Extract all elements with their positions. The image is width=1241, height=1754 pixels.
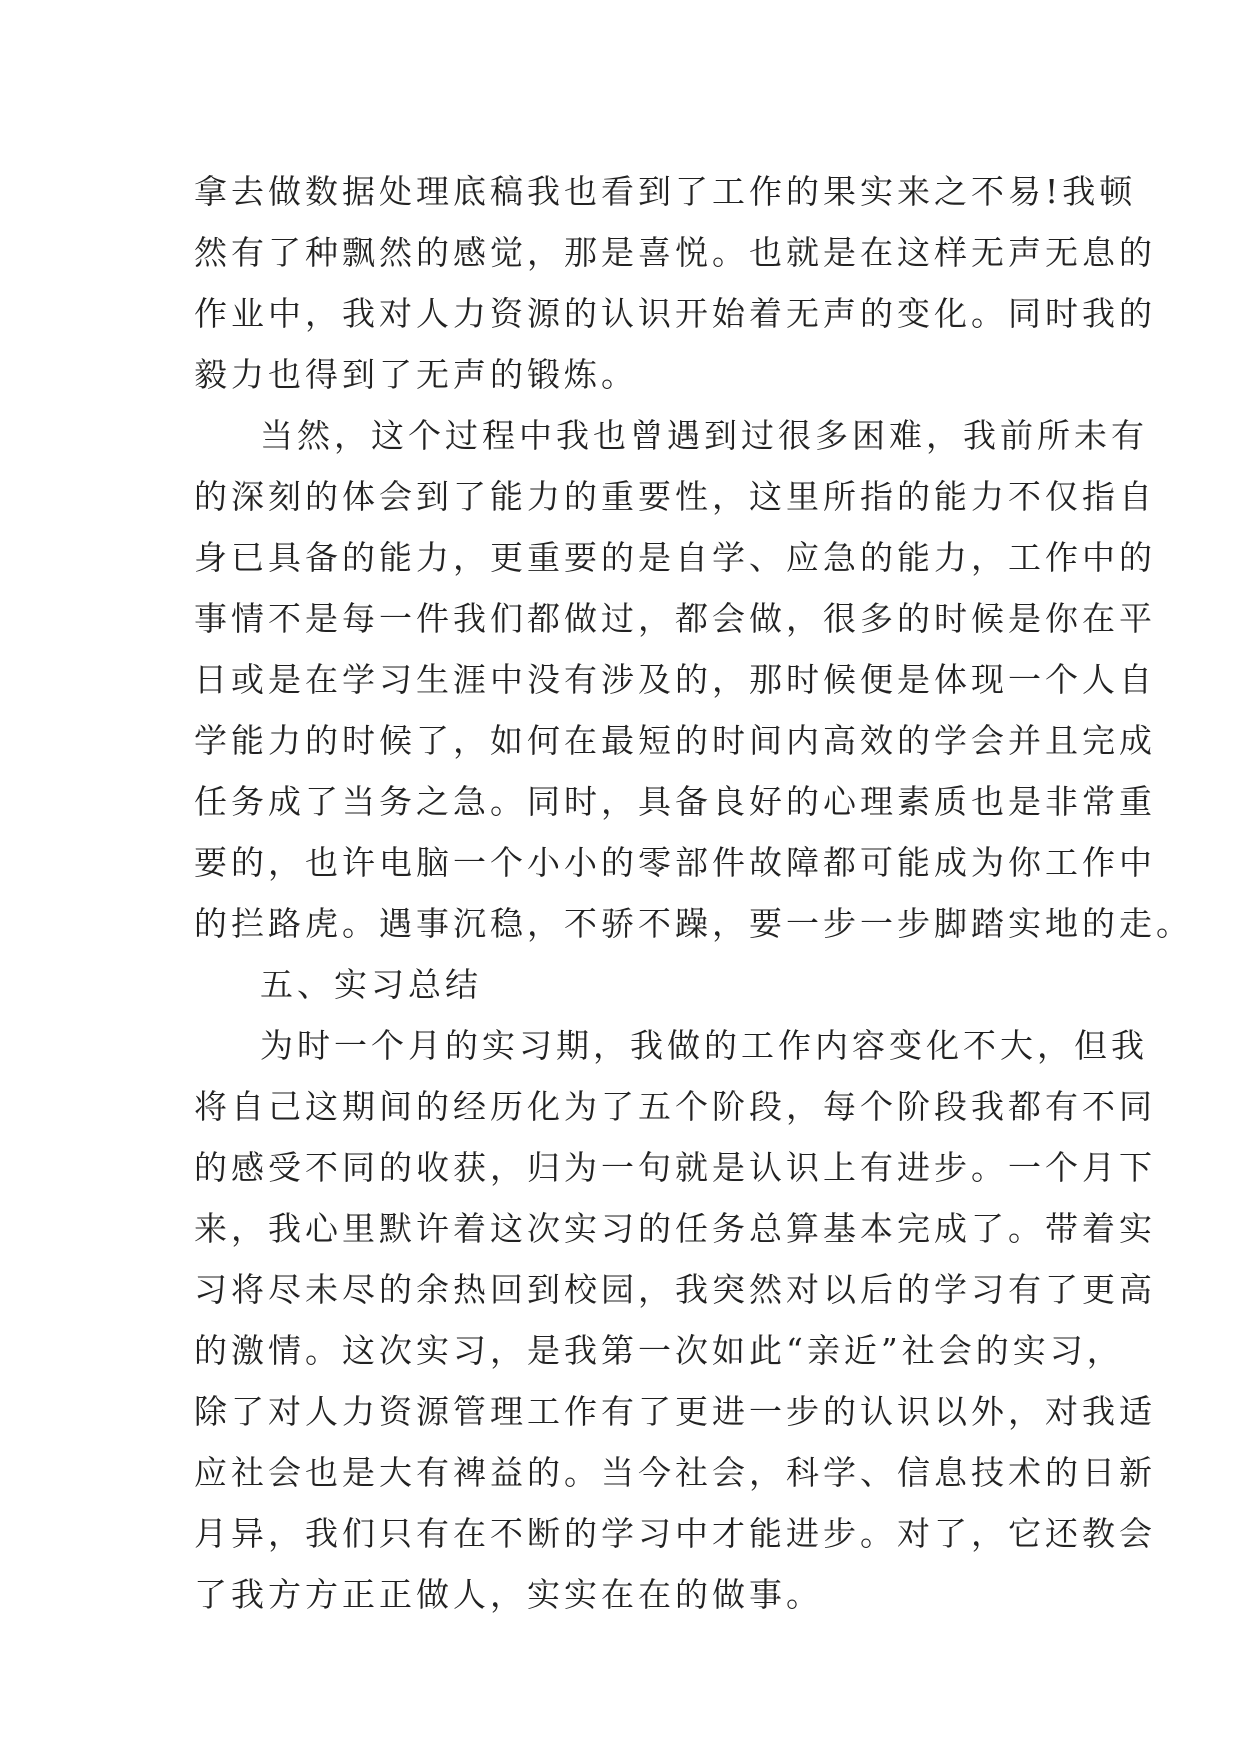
text-line: 事情不是每一件我们都做过，都会做，很多的时候是你在平: [194, 599, 1156, 638]
text-line: 将自己这期间的经历化为了五个阶段，每个阶段我都有不同: [194, 1087, 1156, 1126]
text-line: 日或是在学习生涯中没有涉及的，那时候便是体现一个人自: [194, 660, 1156, 699]
text-line: 的拦路虎。遇事沉稳，不骄不躁，要一步一步脚踏实地的走。: [194, 904, 1193, 943]
text-line: 作业中，我对人力资源的认识开始着无声的变化。同时我的: [194, 294, 1156, 333]
text-line: 身已具备的能力，更重要的是自学、应急的能力，工作中的: [194, 538, 1156, 577]
text-line: 学能力的时候了，如何在最短的时间内高效的学会并且完成: [194, 721, 1156, 760]
text-line: 拿去做数据处理底稿我也看到了工作的果实来之不易!我顿: [194, 172, 1137, 211]
text-line: 然有了种飘然的感觉，那是喜悦。也就是在这样无声无息的: [194, 233, 1156, 272]
text-line: 任务成了当务之急。同时，具备良好的心理素质也是非常重: [194, 782, 1156, 821]
text-line: 月异，我们只有在不断的学习中才能进步。对了，它还教会: [194, 1514, 1156, 1553]
text-line: 毅力也得到了无声的锻炼。: [194, 355, 638, 394]
section-heading: 五、实习总结: [260, 965, 482, 1004]
text-line: 来，我心里默许着这次实习的任务总算基本完成了。带着实: [194, 1209, 1156, 1248]
text-line: 了我方方正正做人，实实在在的做事。: [194, 1575, 823, 1614]
text-line: 除了对人力资源管理工作有了更进一步的认识以外，对我适: [194, 1392, 1156, 1431]
text-line: 要的，也许电脑一个小小的零部件故障都可能成为你工作中: [194, 843, 1156, 882]
text-line: 应社会也是大有裨益的。当今社会，科学、信息技术的日新: [194, 1453, 1156, 1492]
text-line: 的深刻的体会到了能力的重要性，这里所指的能力不仅指自: [194, 477, 1156, 516]
document-body: [194, 161, 1193, 1625]
text-line: 习将尽未尽的余热回到校园，我突然对以后的学习有了更高: [194, 1270, 1156, 1309]
text-line: 的感受不同的收获，归为一句就是认识上有进步。一个月下: [194, 1148, 1156, 1187]
text-line: 的激情。这次实习，是我第一次如此“亲近”社会的实习，: [194, 1331, 1124, 1370]
text-line: 当然，这个过程中我也曾遇到过很多困难，我前所未有: [260, 416, 1148, 455]
text-line: 为时一个月的实习期，我做的工作内容变化不大，但我: [260, 1026, 1148, 1065]
